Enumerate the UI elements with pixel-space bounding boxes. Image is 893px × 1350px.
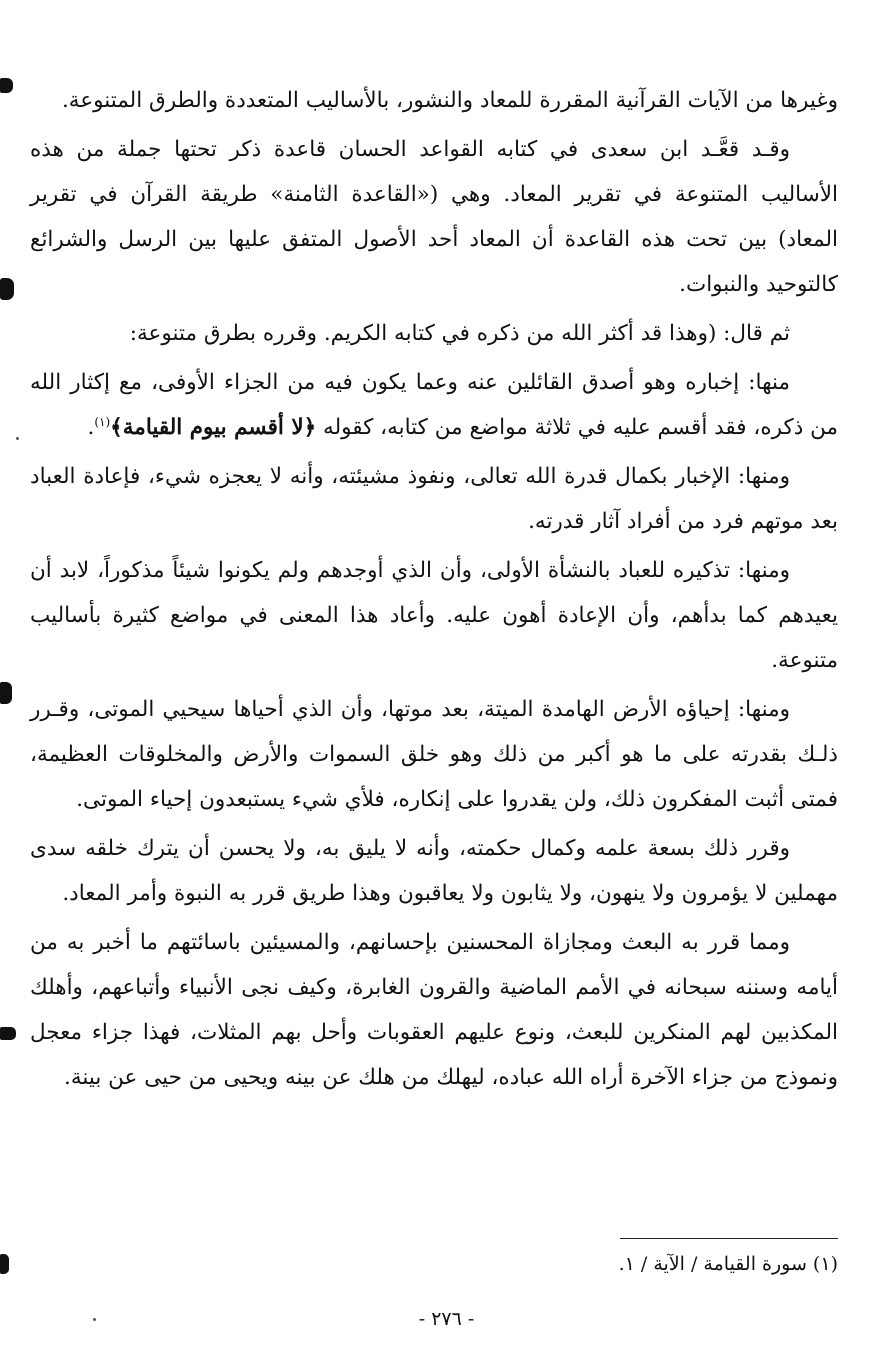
paragraph: وقرر ذلك بسعة علمه وكمال حكمته، وأنه لا يليق به، ولا يحسن أن يترك خلقه سدى مهملين لا يؤمرون ولا ينهون، ولا يثابون ولا يعاقبون وهذا طريق قرر به النبوة وأمر المعاد. bbox=[30, 836, 838, 906]
paragraph: ثم قال: (وهذا قد أكثر الله من ذكره في كتابه الكريم. وقرره بطرق متنوعة: bbox=[129, 321, 790, 346]
footnote-separator bbox=[620, 1238, 838, 1239]
scan-speck bbox=[16, 437, 19, 440]
footnote-ref: (١) bbox=[94, 414, 111, 429]
paragraph-end: . bbox=[87, 415, 95, 440]
scan-margin-mark bbox=[0, 1254, 9, 1274]
paragraph: ومنها: إحياؤه الأرض الهامدة الميتة، بعد موتها، وأن الذي أحياها سيحيي الموتى، وقـرر ذلـك بقدرته على ما هو أكبر من ذلك وهو خلق السموات والأرض والمخلوقات العظيمة، فمتى أثبت المفكرون ذلك، ولن يقدروا على إنكاره، فلأي شيء يستبعدون إحياء الموتى. bbox=[30, 697, 838, 812]
body-text bbox=[30, 78, 838, 1104]
paragraph: وغيرها من الآيات القرآنية المقررة للمعاد والنشور، بالأساليب المتعددة والطرق المتنوعة. bbox=[61, 88, 838, 113]
paragraph bbox=[30, 360, 838, 450]
footnote: (١) سورة القيامة / الآية / ١. bbox=[618, 1253, 838, 1275]
scan-margin-mark bbox=[0, 1027, 16, 1040]
quran-quote: ﴿لا أقسم بيوم القيامة﴾ bbox=[110, 415, 317, 440]
scan-margin-mark bbox=[0, 78, 13, 93]
paragraph: وقـد قعَّـد ابن سعدى في كتابه القواعد الحسان قاعدة ذكر تحتها جملة من هذه الأساليب المتنوعة في تقرير المعاد. وهي («القاعدة الثامنة» طريقة القرآن في تقرير المعاد) بين تحت هذه القاعدة أن المعاد أحد الأصول المتفق عليها بين الرسل والشرائع كالتوحيد والنبوات. bbox=[30, 137, 838, 297]
paragraph: ومنها: الإخبار بكمال قدرة الله تعالى، ونفوذ مشيئته، وأنه لا يعجزه شيء، فإعادة العباد بعد موتهم فرد من أفراد آثار قدرته. bbox=[30, 464, 838, 534]
scan-margin-mark bbox=[0, 278, 14, 300]
paragraph-text: منها: إخباره وهو أصدق القائلين عنه وعما يكون فيه من الجزاء الأوفى، مع إكثار الله من ذكره، فقد أقسم عليه في ثلاثة مواضع من كتابه، كقوله bbox=[30, 370, 838, 440]
scan-margin-mark bbox=[0, 682, 12, 704]
paragraph: ومنها: تذكيره للعباد بالنشأة الأولى، وأن الذي أوجدهم ولم يكونوا شيئاً مذكوراً، لابد أن يعيدهم كما بدأهم، وأن الإعادة أهون عليه. وأعاد هذا المعنى في مواضع كثيرة بأساليب متنوعة. bbox=[30, 558, 838, 673]
page-number: - ٢٧٦ - bbox=[418, 1308, 475, 1330]
paragraph: ومما قرر به البعث ومجازاة المحسنين بإحسانهم، والمسيئين باسائتهم ما أخبر به من أيامه وسننه سبحانه في الأمم الماضية والقرون الغابرة، وكيف نجى الأنبياء وأتباعهم، وأهلك المكذبين لهم المنكرين للبعث، ونوع عليهم العقوبات وأحل بهم المثلات، فهذا جزاء معجل ونموذج من جزاء الآخرة أراه الله عباده، ليهلك من هلك عن بينه ويحيى من حيى عن بينة. bbox=[30, 930, 838, 1090]
